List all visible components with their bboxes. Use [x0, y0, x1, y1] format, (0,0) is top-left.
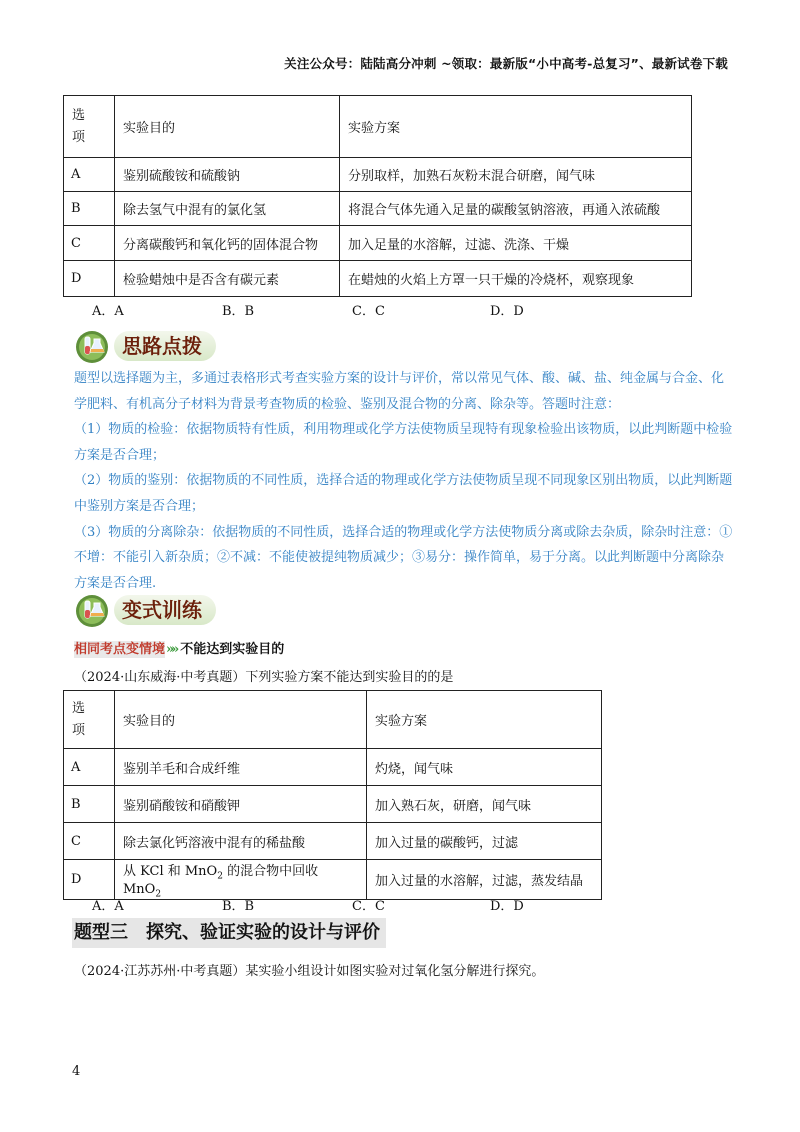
row-plan: 加入过量的碳酸钙，过滤 — [367, 823, 602, 860]
header-option: 选 项 — [64, 691, 115, 749]
row-option: D — [64, 860, 115, 900]
practice-title: 变式训练 — [114, 595, 216, 625]
experiment-table-2 — [63, 690, 602, 900]
row-goal — [115, 860, 367, 900]
row-option: A — [64, 158, 115, 192]
table-row — [64, 823, 602, 860]
row-plan: 加入过量的水溶解，过滤，蒸发结晶 — [367, 860, 602, 900]
row-plan: 加入熟石灰，研磨，闻气味 — [367, 786, 602, 823]
row-option: B — [64, 786, 115, 823]
tips-paragraph: （1）物质的检验：依据物质特有性质，利用物理或化学方法使物质呈现特有现象检验出该物质，以此判断题中检验方案是否合理； — [74, 422, 733, 463]
tips-paragraph: （3）物质的分离除杂：依据物质的不同性质，选择合适的物理或化学方法使物质分离或除去杂质，除杂时注意：①不增：不能引入新杂质；②不减：不能使被提纯物质减少；③易分：操作简单，易于分离。以此判断题中分离除杂方案是否合理. — [74, 524, 733, 591]
table-header-row — [64, 96, 692, 158]
question-3-stem: （2024·江苏苏州·中考真题）某实验小组设计如图实验对过氧化氢分解进行探究。 — [74, 964, 545, 979]
header-plan: 实验方案 — [367, 691, 602, 749]
row-goal: 除去氢气中混有的氯化氢 — [115, 192, 340, 226]
header-goal: 实验目的 — [115, 96, 340, 158]
table-row — [64, 261, 692, 297]
tagline-highlight: 相同考点变情境 — [74, 642, 166, 657]
variant-tagline — [74, 638, 284, 657]
row-option: A — [64, 749, 115, 786]
choice-d[interactable]: D．D — [490, 899, 524, 914]
choice-b[interactable]: B．B — [222, 304, 255, 319]
choice-c[interactable]: C．C — [352, 304, 385, 319]
table-row — [64, 158, 692, 192]
section-title: 题型三 探究、验证实验的设计与评价 — [72, 918, 386, 948]
tips-content — [74, 366, 734, 596]
table-row — [64, 860, 602, 900]
table-row — [64, 192, 692, 226]
row-plan: 灼烧，闻气味 — [367, 749, 602, 786]
tips-paragraph: （2）物质的鉴别：依据物质的不同性质，选择合适的物理或化学方法使物质呈现不同现象区别出物质，以此判断题中鉴别方案是否合理； — [74, 473, 733, 514]
experiment-table-1 — [63, 95, 692, 297]
row-option: D — [64, 261, 115, 297]
goal-text: 从 KCl 和 MnO — [123, 864, 218, 879]
table-row — [64, 749, 602, 786]
row-goal: 分离碳酸钙和氧化钙的固体混合物 — [115, 226, 340, 261]
row-plan: 加入足量的水溶解，过滤、洗涤、干燥 — [340, 226, 692, 261]
header-plan: 实验方案 — [340, 96, 692, 158]
table-row — [64, 786, 602, 823]
table-header-row — [64, 691, 602, 749]
flask-icon — [74, 330, 114, 364]
choice-d[interactable]: D．D — [490, 304, 524, 319]
row-goal: 检验蜡烛中是否含有碳元素 — [115, 261, 340, 297]
practice-banner — [74, 594, 254, 628]
row-plan: 在蜡烛的火焰上方罩一只干燥的冷烧杯，观察现象 — [340, 261, 692, 297]
row-goal: 鉴别硝酸铵和硝酸钾 — [115, 786, 367, 823]
tips-title: 思路点拨 — [114, 331, 216, 361]
flask-icon — [74, 594, 114, 628]
subscript: 2 — [217, 871, 223, 882]
header-goal: 实验目的 — [115, 691, 367, 749]
row-option: C — [64, 823, 115, 860]
tagline-text: 不能达到实验目的 — [180, 642, 285, 657]
choice-a[interactable]: A．A — [92, 899, 124, 914]
row-option: C — [64, 226, 115, 261]
row-goal: 鉴别硫酸铵和硫酸钠 — [115, 158, 340, 192]
page-header: 关注公众号：陆陆高分冲刺 ~领取：最新版“小中高考-总复习”、最新试卷下载 — [284, 56, 728, 71]
goal-text: 的混合物中回收 MnO — [123, 864, 319, 897]
tips-banner — [74, 330, 254, 364]
table-row — [64, 226, 692, 261]
tips-paragraph: 题型以选择题为主，多通过表格形式考查实验方案的设计与评价，常以常见气体、酸、碱、盐、纯金属与合金、化学肥料、有机高分子材料为背景考查物质的检验、鉴别及混合物的分离、除杂等。答题时注意： — [74, 371, 725, 412]
choice-b[interactable]: B．B — [222, 899, 255, 914]
row-plan: 分别取样，加熟石灰粉末混合研磨，闻气味 — [340, 158, 692, 192]
page-number: 4 — [72, 1064, 81, 1079]
header-option: 选 项 — [64, 96, 115, 158]
row-option: B — [64, 192, 115, 226]
choice-a[interactable]: A．A — [92, 304, 124, 319]
row-plan: 将混合气体先通入足量的碳酸氢钠溶液，再通入浓硫酸 — [340, 192, 692, 226]
row-goal: 除去氯化钙溶液中混有的稀盐酸 — [115, 823, 367, 860]
choice-c[interactable]: C．C — [352, 899, 385, 914]
row-goal: 鉴别羊毛和合成纤维 — [115, 749, 367, 786]
question-2-stem: （2024·山东威海·中考真题）下列实验方案不能达到实验目的的是 — [74, 670, 454, 685]
double-arrow-icon: »» — [166, 642, 177, 657]
subscript: 2 — [155, 889, 162, 900]
